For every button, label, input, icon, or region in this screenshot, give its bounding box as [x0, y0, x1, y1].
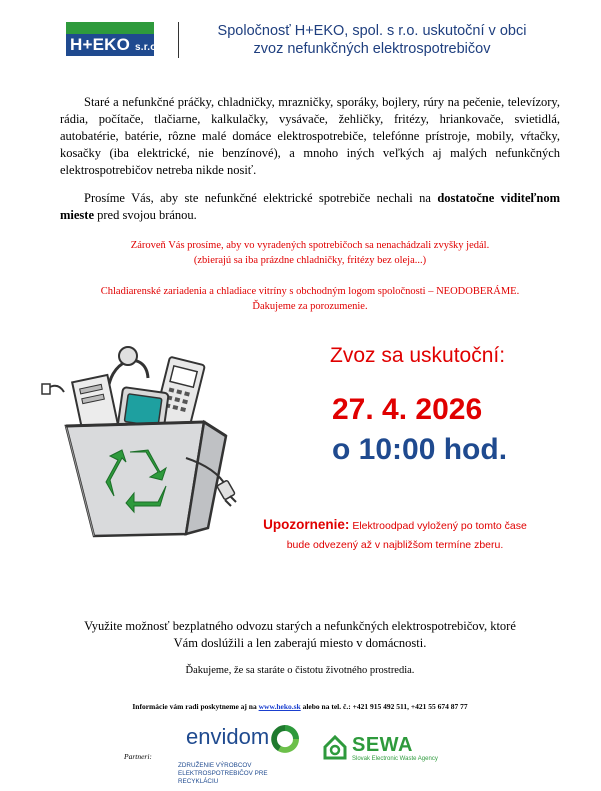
header-line-1: Spoločnosť H+EKO, spol. s r.o. uskutoční v obci [217, 23, 527, 39]
envidom-sub-line-1: ZDRUŽENIE VÝROBCOV [178, 762, 252, 769]
contact-phone-primary: +421 915 492 511 [352, 702, 408, 711]
contact-info [40, 702, 560, 711]
contact-before: Informácie vám radi poskytneme aj na [132, 702, 259, 711]
placement-request-before: Prosíme Vás, aby ste nefunkčné elektrické spotrebiče nechali na [84, 191, 438, 205]
partners-label: Partneri: [124, 752, 152, 761]
placement-request-after: pred svojou bránou. [94, 208, 197, 222]
warning-label: Upozornenie: [263, 517, 350, 532]
collection-label: Zvoz sa uskutoční: [330, 344, 506, 367]
recycle-bin-illustration [36, 338, 256, 538]
refrigeration-notice [40, 284, 580, 314]
closing-paragraph [40, 618, 560, 652]
appliance-list-paragraph [60, 94, 560, 179]
header-divider [178, 22, 179, 58]
appliance-list-text: Staré a nefunkčné práčky, chladničky, mrazničky, sporáky, bojlery, rúry na pečenie, televízory, rádia, počítače, tlačiarne, kalkulačky, vysávače, žehličky, fritézy, hriankovače, svietidlá, autobatérie, batérie, rôzne malé domáce elektrospotrebiče, telefónne prístroje, mobily, vŕtačky, kosačky (iba elektrické, nie benzínové), a mnoho iných veľkých aj malých nefunkčných elektrospotrebičov netreba nikde nosiť. [60, 95, 560, 177]
sewa-house-icon [322, 734, 348, 760]
placement-request-paragraph [60, 190, 560, 224]
envidom-name: envidom [186, 724, 270, 749]
refrigeration-line-2: Ďakujeme za porozumenie. [252, 301, 368, 312]
warning-text-2: bude odvezený až v najbližšom termíne zberu. [286, 539, 504, 551]
placement-request-bold: dostatočne viditeľnom mieste [60, 191, 560, 222]
refrigeration-line-1: Chladiarenské zariadenia a chladiace vitríny s obchodným logom spoločnosti – NEODOBERÁME. [100, 286, 520, 297]
contact-phone-secondary: , +421 55 674 87 77 [407, 702, 468, 711]
header-line-2: zvoz nefunkčných elektrospotrebičov [253, 41, 491, 57]
contact-after: alebo na tel. č.: [300, 702, 353, 711]
page-header [182, 22, 562, 58]
logo-name: H+EKO [70, 35, 131, 54]
closing-line-2: Vám doslúžili a len zaberajú miesto v domácnosti. [173, 636, 427, 650]
collection-date: 27. 4. 2026 [332, 393, 483, 426]
sewa-logo [322, 728, 438, 776]
envidom-recycle-icon [268, 722, 302, 756]
late-waste-warning [215, 515, 575, 555]
sewa-sub: Slovak Electronic Waste Agency [352, 756, 438, 762]
heko-logo [66, 22, 160, 56]
closing-line-1: Využite možnosť bezplatného odvozu starých a nefunkčných elektrospotrebičov, ktoré [84, 619, 516, 633]
collection-time: o 10:00 hod. [332, 433, 508, 466]
logo-suffix: s.r.o. [134, 42, 160, 53]
sewa-name: SEWA [352, 734, 413, 756]
warning-text-1: Elektroodpad vyložený po tomto čase [349, 520, 527, 532]
envidom-logo [178, 722, 304, 785]
food-remains-notice [40, 238, 580, 268]
food-remains-line-2: (zbierajú sa iba prázdne chladničky, fritézy bez oleja...) [193, 255, 427, 266]
closing-thanks: Ďakujeme, že sa staráte o čistotu životného prostredia. [185, 665, 415, 676]
envidom-sub-line-2: ELEKTROSPOTREBIČOV PRE RECYKLÁCIU [178, 770, 268, 785]
food-remains-line-1: Zároveň Vás prosíme, aby vo vyradených spotrebičoch sa nenachádzali zvyšky jedál. [130, 240, 490, 251]
website-link[interactable]: www.heko.sk [258, 702, 301, 711]
